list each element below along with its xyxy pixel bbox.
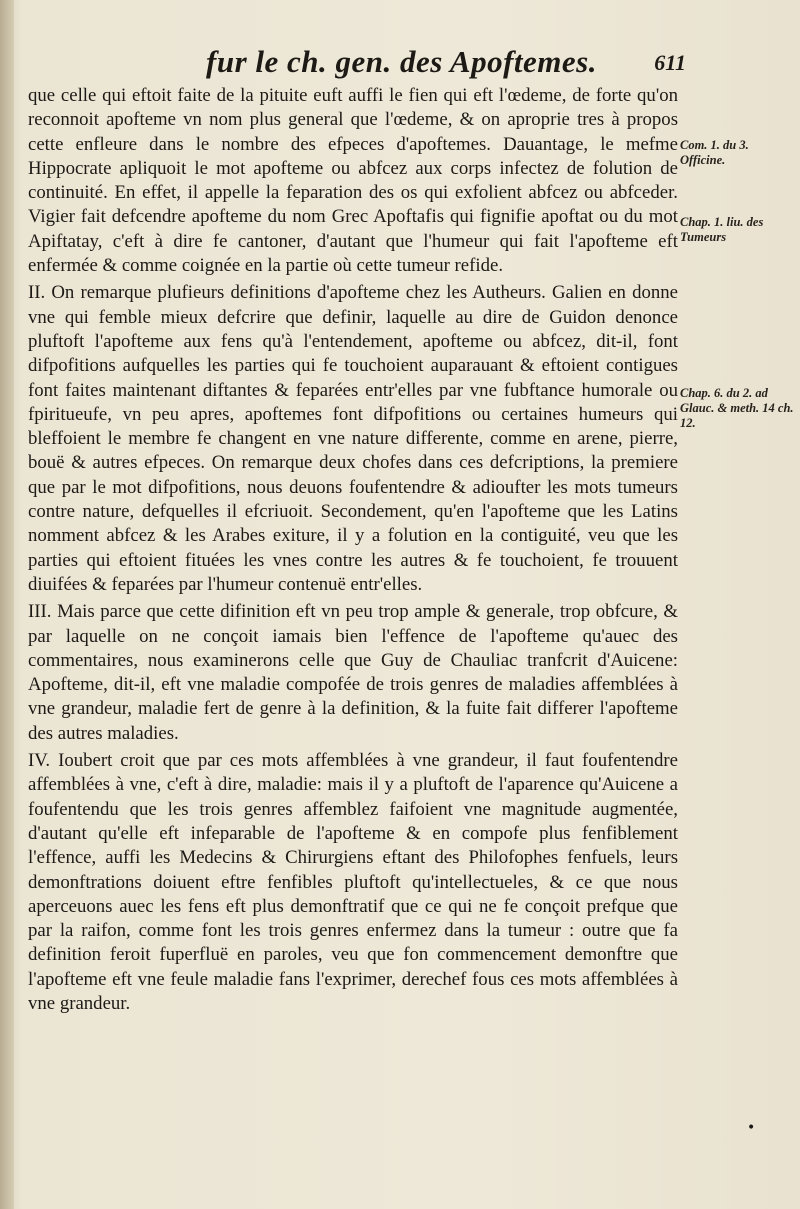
margin-note-2: Chap. 1. liu. des Tumeurs xyxy=(680,215,764,244)
margin-note-1: Com. 1. du 3. Officine. xyxy=(680,138,749,167)
paragraph-2: II. On remarque plufieurs definitions d'apofteme chez les Autheurs. Galien en donne vne qui femble mieux defcrire que definir, laquelle au dire de Guidon denonce pluftoft l'apofteme aux fens qu'à l'entendement, apofteme ou abfcez, dit-il, font difpofitions aufquelles les parties qui fe touchoient auparauant & eftoient contigues font faites maintenant diftantes & feparées entr'elles par vne fubftance humorale ou fpiritueufe, vn peu apres, apoftemes font difpofitions ou certaines humeurs qui bleffoient le membre fe changent en vne nature differente, comme en arene, pierre, bouë & autres efpeces. On remarque deux chofes dans ces defcriptions, la premiere que par le mot difpofitions, nous deuons foufentendre & adioufter les mots tumeurs contre nature, defquelles il efcriuoit. Secondement, qu'en l'apofteme que les Latins nomment abfcez & les Arabes exiture, il y a folution en la contiguité, veu que les parties qui eftoient fituées les vnes contre les autres & fe touchoient, fe trouuent diuifées & feparées par l'humeur contenuë entr'elles. xyxy=(28,282,678,595)
page-binding-edge xyxy=(0,0,14,1209)
running-head: fur le ch. gen. des Apoftemes. xyxy=(206,44,597,79)
margin-note-3: Chap. 6. du 2. ad Glauc. & meth. 14 ch. 12. xyxy=(680,386,794,430)
paragraph-1: que celle qui eftoit faite de la pituite euft auffi le fien qui eft l'œdeme, de forte qu'on reconnoit apofteme vn nom plus general que l'œdeme, & on aproprie tres à propos cette enfleure dans le nombre des efpeces d'apoftemes. Dauantage, le mefme Hippocrate apliquoit le mot apofteme ou abfcez aux corps infectez de folution de continuité. En effet, il appelle la feparation des os qui exfolient abfcez ou abfceder. Vigier fait defcendre apofteme du nom Grec Apoftafis qui fignifie apoftat ou du mot Apiftatay, c'eft à dire fe cantoner, d'autant que l'humeur qui fait l'apofteme eft enfermée & comme coignée en la partie où cette tumeur refide. xyxy=(28,85,678,277)
stray-mark: • xyxy=(747,1120,756,1136)
body-text xyxy=(28,84,678,1016)
page-number: 611 xyxy=(654,50,686,75)
page-header xyxy=(206,44,686,84)
paragraph-4: IV. Ioubert croit que par ces mots affemblées à vne grandeur, il faut foufentendre affemblées à vne, c'eft à dire, maladie: mais il y a pluftoft de l'aparence qu'Auicene a foufentendu que les trois genres affemblez faifoient vne magnitude augmentée, d'autant qu'elle eft infeparable de l'apofteme & en compofe plus fenfiblement l'effence, auffi les Medecins & Chirurgiens eftant des Philofophes fenfuels, leurs demonftrations doiuent eftre fenfibles pluftoft qu'intellectueles, & ce que nous aperceuons auec les fens eft plus demonftratif que ce qui ne fe conçoit prefque que par la raifon, comme font les trois genres enfermez dans la tumeur : outre que fa definition feroit fuperfluë en paroles, veu que fon commencement demonftre que l'apofteme eft vne feule maladie fans l'exprimer, derechef fous ces mots affemblées à vne grandeur. xyxy=(28,750,678,1014)
paragraph-3: III. Mais parce que cette difinition eft vn peu trop ample & generale, trop obfcure, & par laquelle on ne conçoit iamais bien l'effence de l'apofteme qu'auec des commentaires, nous examinerons celle que Guy de Chauliac tranfcrit d'Auicene: Apofteme, dit-il, eft vne maladie compofée de trois genres de maladies affemblées à vne grandeur, maladie fert de genre à la definition, & la fuite fait differer l'apofteme des autres maladies. xyxy=(28,601,678,744)
